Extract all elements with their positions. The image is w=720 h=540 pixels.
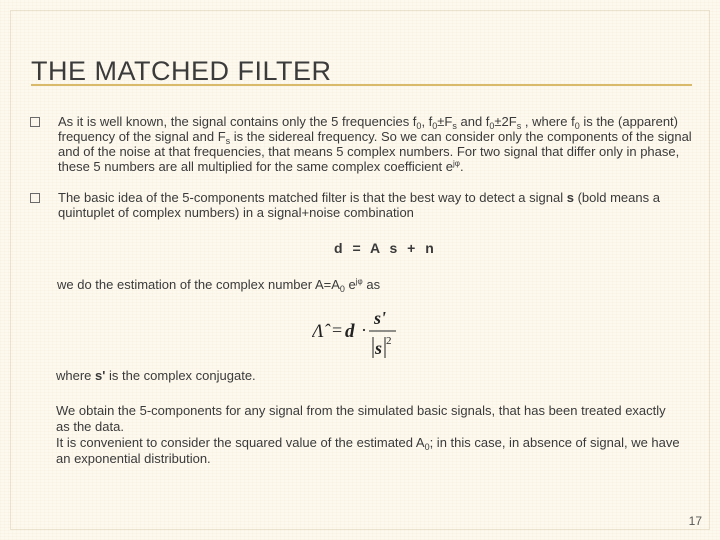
estimator-formula: [312, 300, 412, 364]
bold-symbol: s: [566, 190, 574, 205]
vector-d: d: [345, 321, 355, 342]
square-bullet-icon: [30, 117, 40, 127]
slide-title: THE MATCHED FILTER: [31, 56, 332, 86]
text-run: we do the estimation of the complex number A=A: [57, 277, 340, 292]
conjugate-note: [56, 368, 256, 383]
exponent-two: 2: [386, 335, 392, 347]
text-run: , where f: [521, 114, 575, 129]
subscript: 0: [489, 121, 495, 131]
subscript: 0: [574, 121, 580, 131]
text-run: as: [362, 277, 381, 292]
paragraph-distribution: [56, 435, 686, 467]
bullet-2-text: [58, 190, 700, 220]
text-run: It is convenient to consider the squared value of the estimated A: [56, 435, 425, 450]
subscript: 0: [416, 121, 422, 131]
bullet-1-text: [58, 114, 700, 174]
text-run: e: [344, 277, 356, 292]
title-underline: [31, 84, 692, 86]
dot-operator: ·: [361, 320, 367, 340]
text-run: (bold means a quintuplet of complex numbers) in a signal+noise combination: [58, 190, 660, 220]
text-run: As it is well known, the signal contains only the 5 frequencies f: [58, 114, 417, 129]
bold-symbol: s': [95, 368, 106, 383]
page-number: 17: [688, 514, 702, 528]
text-run: is the complex conjugate.: [105, 368, 256, 383]
subscript: 0: [432, 121, 438, 131]
signal-model-equation: d = A s + n: [334, 240, 437, 256]
estimation-line: [57, 277, 380, 292]
text-run: The basic idea of the 5-components matched filter is that the best way to detect a signal: [58, 190, 567, 205]
subscript: s: [225, 136, 231, 146]
text-run: ±F: [437, 114, 453, 129]
text-run: .: [459, 159, 464, 174]
text-run: ; in this case, in absence of signal, we have an exponential distribution.: [56, 435, 680, 466]
subscript: 0: [424, 442, 430, 452]
subscript: 0: [339, 284, 345, 294]
text-run: where: [56, 368, 96, 383]
denominator-s: s: [375, 338, 383, 358]
lambda-hat: Λ̂: [312, 321, 324, 342]
text-run: and f: [456, 114, 490, 129]
superscript: jφ: [355, 277, 363, 286]
square-bullet-icon: [30, 193, 40, 203]
paragraph-simulation: We obtain the 5-components for any signal from the simulated basic signals, that has been treated exactly as the data.: [56, 403, 666, 434]
text-run: is the (apparent) frequency of the signal and F: [58, 114, 678, 144]
text-run: ±2F: [494, 114, 517, 129]
subscript: s: [516, 121, 522, 131]
numerator-s-conj: s': [374, 308, 387, 328]
subscript: s: [452, 121, 457, 131]
text-run: is the sidereal frequency. So we can consider only the components of the signal and of the noise at that frequencies, that means 5 complex numbers. For two signal that differ only in phase, these 5 numbers are all multiplied for the same complex coefficient e: [58, 129, 692, 174]
text-run: , f: [421, 114, 433, 129]
superscript: jφ: [453, 159, 460, 168]
equals-sign: =: [332, 320, 343, 340]
